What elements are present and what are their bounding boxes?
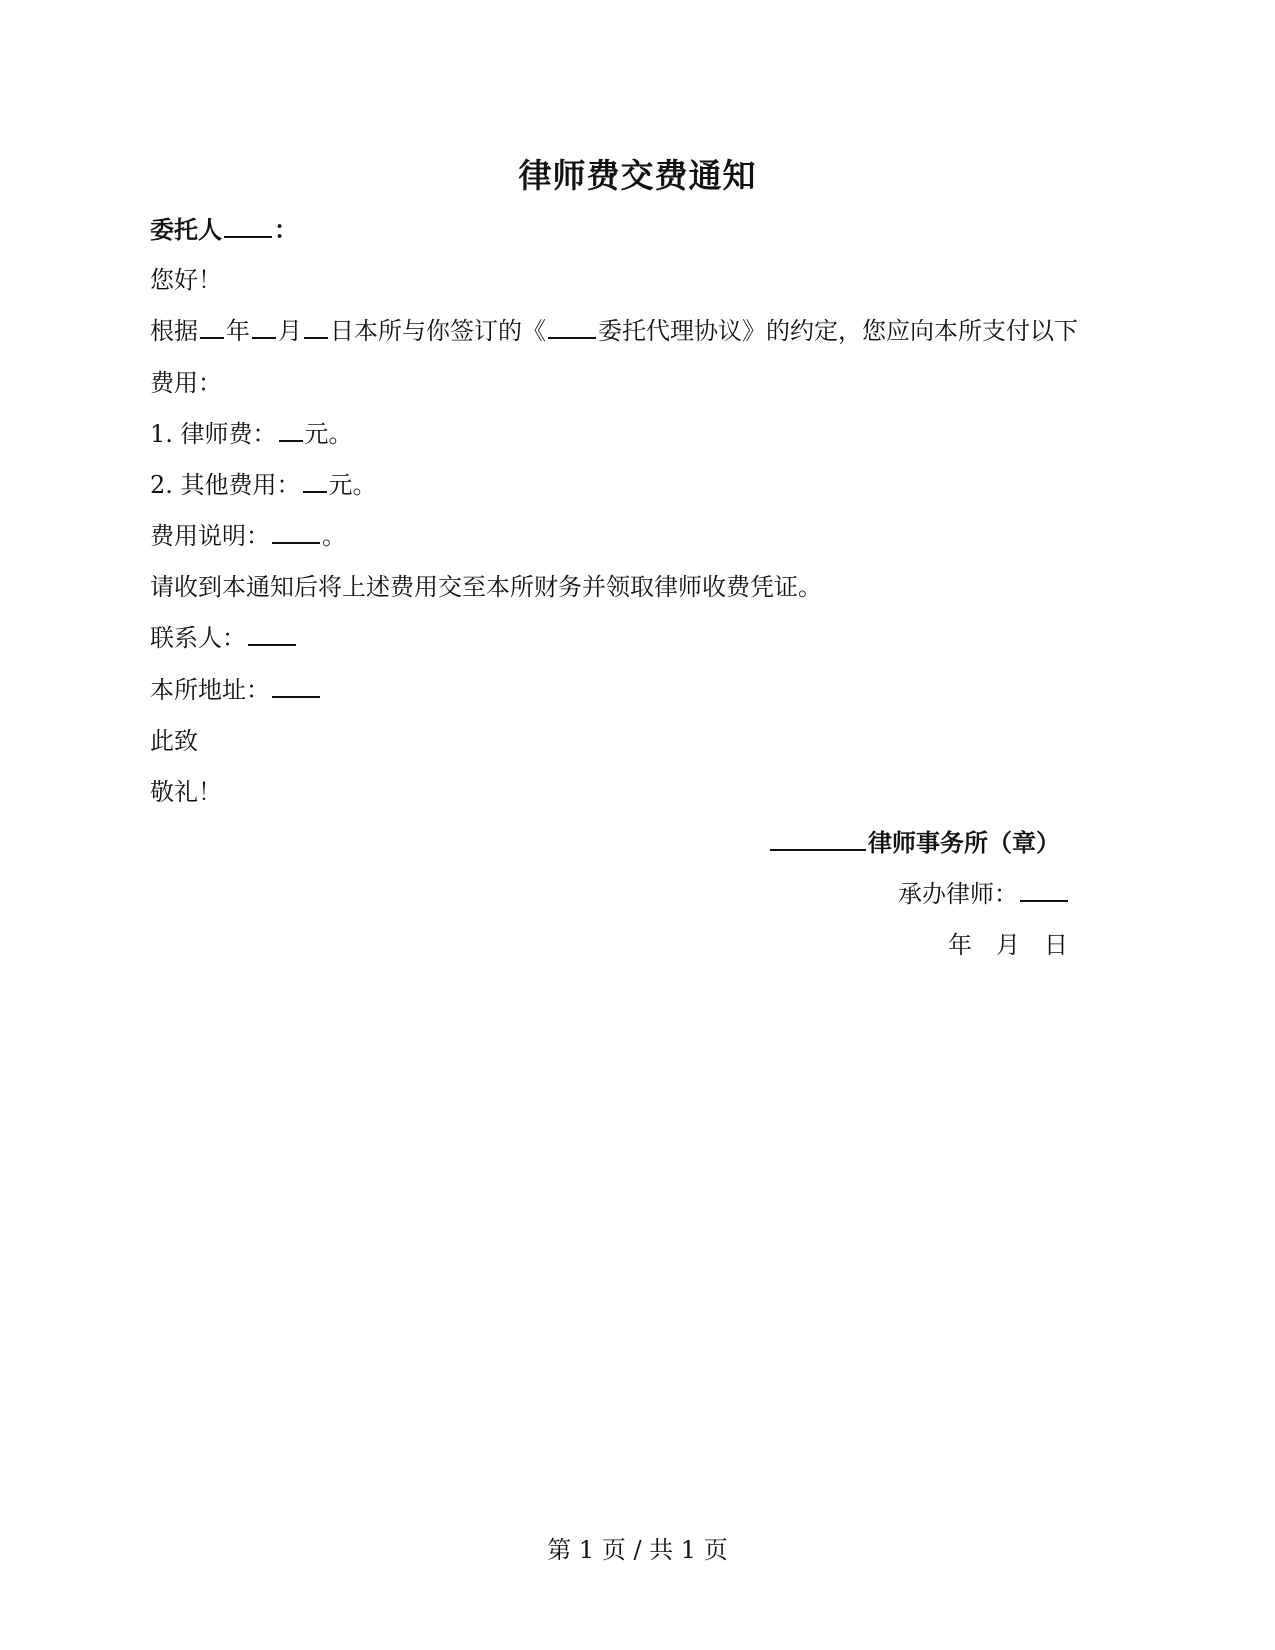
month-blank: [252, 315, 276, 339]
client-line: [150, 214, 1130, 246]
date-day: 日: [1044, 931, 1068, 959]
document-title: 律师费交费通知: [518, 156, 757, 195]
instruction: 请收到本通知后将上述费用交至本所财务并领取律师收费凭证。: [150, 573, 822, 601]
item1-blank: [279, 418, 303, 442]
date-line: [924, 929, 1068, 961]
day-blank: [304, 315, 328, 339]
contact-line: [150, 622, 1130, 654]
lawyer-label: 承办律师：: [898, 880, 1018, 908]
firm-blank: [770, 827, 866, 851]
para1-agreement: 委托代理协议》的约定，您应向本所支付以下: [598, 317, 1078, 345]
lawyer-blank: [1020, 878, 1068, 902]
address-line: [150, 674, 1130, 706]
lawyer-line: [898, 878, 1070, 910]
item2-label: 2. 其他费用：: [150, 471, 301, 499]
item1-label: 1. 律师费：: [150, 420, 277, 448]
agreement-blank: [548, 315, 596, 339]
fee-note-label: 费用说明：: [150, 522, 270, 550]
client-colon: ：: [274, 215, 298, 244]
date-month: 月: [996, 931, 1020, 959]
fee-note-end: 。: [322, 522, 346, 550]
item2-unit: 元。: [328, 471, 377, 499]
greeting: 您好！: [150, 266, 222, 294]
para1: [150, 315, 1130, 347]
page-footer: 第 1 页 / 共 1 页: [547, 1536, 728, 1564]
item-lawyer-fee: [150, 418, 1130, 450]
contact-blank: [248, 622, 296, 646]
closing-2: 敬礼！: [150, 778, 222, 806]
client-label: 委托人: [150, 215, 222, 244]
item2-blank: [303, 469, 327, 493]
fee-note: [150, 520, 1130, 552]
item1-unit: 元。: [304, 420, 353, 448]
closing-1: 此致: [150, 727, 198, 755]
date-year: 年: [948, 931, 972, 959]
fee-note-blank: [272, 520, 320, 544]
address-label: 本所地址：: [150, 676, 270, 704]
para1-day-text: 日本所与你签订的《: [330, 317, 546, 345]
firm-seal-line: [768, 827, 1060, 859]
para1-year: 年: [226, 317, 250, 345]
contact-label: 联系人：: [150, 624, 246, 652]
year-blank: [200, 315, 224, 339]
para1-month: 月: [278, 317, 302, 345]
client-blank: [224, 214, 272, 238]
para1-continuation: 费用：: [150, 369, 222, 397]
para1-prefix: 根据: [150, 317, 198, 345]
item-other-fee: [150, 469, 1130, 501]
address-blank: [272, 674, 320, 698]
firm-seal: 律师事务所（章）: [868, 828, 1060, 857]
